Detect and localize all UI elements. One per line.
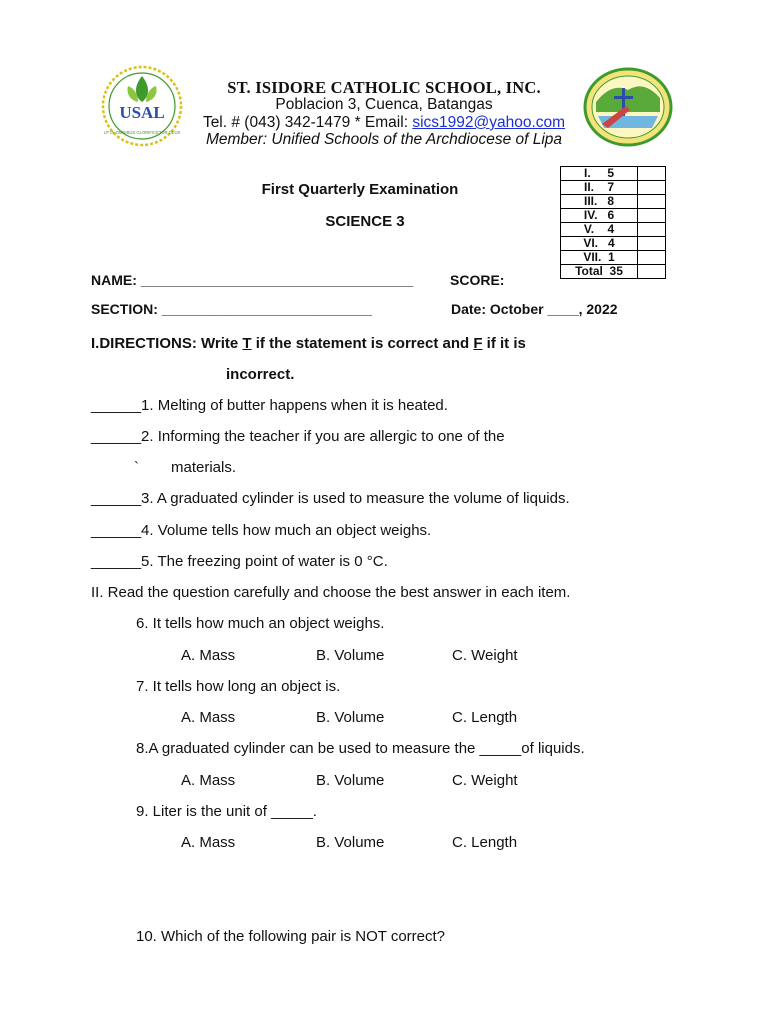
- question-6: 6. It tells how much an object weighs.: [136, 615, 385, 632]
- score-table-row: [561, 209, 666, 223]
- score-table-row: [561, 265, 666, 279]
- question-2: ______2. Informing the teacher if you are allergic to one of the: [91, 428, 505, 445]
- score-table-row: [561, 251, 666, 265]
- question-9: 9. Liter is the unit of _____.: [136, 803, 317, 820]
- false-letter: F: [473, 335, 483, 352]
- score-part-cell: I. 5: [561, 167, 638, 181]
- question-1: ______1. Melting of butter happens when it is heated.: [91, 397, 448, 414]
- score-blank-cell[interactable]: [638, 181, 666, 195]
- school-membership: Member: Unified Schools of the Archdiocese of Lipa: [205, 131, 563, 148]
- score-part-cell: Total 35: [561, 265, 638, 279]
- usal-logo-text: USAL: [119, 103, 165, 122]
- email-link[interactable]: sics1992@yahoo.com: [412, 114, 566, 131]
- score-table-row: [561, 181, 666, 195]
- score-blank-cell[interactable]: [638, 265, 666, 279]
- q9-choice-c: C. Length: [452, 834, 518, 851]
- school-address: Poblacion 3, Cuenca, Batangas: [275, 96, 493, 113]
- question-10: 10. Which of the following pair is NOT correct?: [136, 928, 446, 945]
- section-field[interactable]: SECTION: ___________________________: [91, 301, 373, 317]
- directions-text: if the statement is correct and: [251, 335, 474, 352]
- q8-choice-c: C. Weight: [452, 772, 518, 789]
- score-part-cell: III. 8: [561, 195, 638, 209]
- score-blank-cell[interactable]: [638, 209, 666, 223]
- score-table-row: [561, 237, 666, 251]
- part1-directions-prefix: I.DIRECTIONS:: [91, 335, 197, 352]
- score-table-row: [561, 195, 666, 209]
- q7-choice-c: C. Length: [452, 709, 518, 726]
- question-4: ______4. Volume tells how much an object weighs.: [91, 522, 432, 539]
- directions-text: if it is: [482, 335, 526, 352]
- score-table-row: [561, 167, 666, 181]
- q6-choice-b: B. Volume: [316, 647, 385, 664]
- question-3: ______3. A graduated cylinder is used to measure the volume of liquids.: [91, 490, 570, 507]
- question-7: 7. It tells how long an object is.: [136, 678, 341, 695]
- score-table-row: [561, 223, 666, 237]
- date-field: Date: October ____, 2022: [451, 301, 618, 317]
- q7-choice-b: B. Volume: [316, 709, 385, 726]
- score-table: [560, 166, 666, 279]
- score-blank-cell[interactable]: [638, 195, 666, 209]
- question-8: 8.A graduated cylinder can be used to measure the _____of liquids.: [136, 740, 585, 757]
- q8-choice-a: A. Mass: [181, 772, 236, 789]
- exam-title: First Quarterly Examination: [261, 181, 459, 198]
- usal-logo-ring-text: UT IN OMNIBUS GLORIFICETUR DEUS: [103, 130, 181, 135]
- score-blank-cell[interactable]: [638, 223, 666, 237]
- score-part-cell: VI. 4: [561, 237, 638, 251]
- score-part-cell: V. 4: [561, 223, 638, 237]
- name-field[interactable]: NAME: ___________________________________: [91, 272, 414, 288]
- part1-directions: [91, 335, 526, 352]
- score-field: SCORE:: [450, 272, 505, 288]
- q7-choice-a: A. Mass: [181, 709, 236, 726]
- q8-choice-b: B. Volume: [316, 772, 385, 789]
- q9-choice-a: A. Mass: [181, 834, 236, 851]
- q6-choice-a: A. Mass: [181, 647, 236, 664]
- score-blank-cell[interactable]: [638, 251, 666, 265]
- contact-phone: Tel. # (043) 342-1479 * Email:: [202, 114, 413, 131]
- directions-text: Write: [196, 335, 243, 352]
- part1-directions-continued: incorrect.: [226, 366, 295, 383]
- q9-choice-b: B. Volume: [316, 834, 385, 851]
- part2-directions: II. Read the question carefully and choose the best answer in each item.: [91, 584, 571, 601]
- true-letter: T: [242, 335, 252, 352]
- question-2-tick: `: [134, 459, 139, 476]
- question-2-continued: materials.: [171, 459, 237, 476]
- score-blank-cell[interactable]: [638, 167, 666, 181]
- score-part-cell: II. 7: [561, 181, 638, 195]
- question-5: ______5. The freezing point of water is 0 °C.: [91, 553, 388, 570]
- score-part-cell: VII. 1: [561, 251, 638, 265]
- school-contact: [0, 114, 768, 132]
- school-name: ST. ISIDORE CATHOLIC SCHOOL, INC.: [227, 78, 541, 97]
- score-part-cell: IV. 6: [561, 209, 638, 223]
- q6-choice-c: C. Weight: [452, 647, 518, 664]
- exam-subject: SCIENCE 3: [325, 213, 405, 230]
- score-blank-cell[interactable]: [638, 237, 666, 251]
